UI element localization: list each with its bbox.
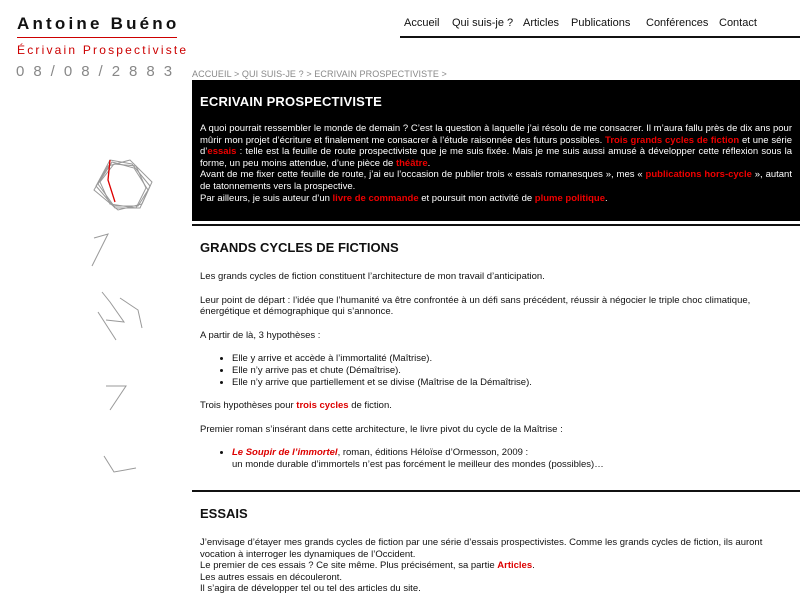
paragraph: Leur point de départ : l’idée que l’humanité va être confrontée à un défi sans précédent, réussir à négocier le triple choc climatique, énergétique et démographique qui s’annonce. bbox=[200, 294, 751, 318]
intro-text: . bbox=[604, 192, 608, 204]
link-theatre[interactable]: théâtre bbox=[395, 157, 428, 169]
paragraph: Il s’agira de développer tel ou tel des articles du site. bbox=[200, 583, 421, 595]
paragraph: A partir de là, 3 hypothèses : bbox=[200, 329, 321, 341]
nav-publications[interactable]: Publications bbox=[571, 17, 631, 29]
paragraph: Premier roman s’insérant dans cette architecture, le livre pivot du cycle de la Maîtrise : bbox=[200, 423, 563, 435]
paragraph-text: . bbox=[532, 560, 535, 572]
breadcrumb[interactable]: ACCUEIL > QUI SUIS-JE ? > ECRIVAIN PROSPECTIVISTE > bbox=[192, 69, 447, 79]
list-item: • Elle y arrive et accède à l’immortalité (Maîtrise). bbox=[232, 353, 792, 365]
list-item bbox=[232, 447, 792, 470]
section-title: GRANDS CYCLES DE FICTIONS bbox=[200, 240, 399, 255]
link-plume-politique[interactable]: plume politique bbox=[534, 192, 605, 204]
brand-subtitle: Écrivain Prospectiviste bbox=[17, 43, 189, 57]
link-essais[interactable]: essais bbox=[207, 146, 237, 158]
nav-conferences[interactable]: Conférences bbox=[646, 17, 709, 29]
link-trois-cycles[interactable]: trois cycles bbox=[296, 400, 349, 412]
paragraph bbox=[200, 400, 792, 412]
decorative-hexagon-art bbox=[80, 150, 170, 490]
section-title: ESSAIS bbox=[200, 506, 248, 521]
section-grands-cycles bbox=[192, 224, 800, 488]
paragraph-text: Trois hypothèses pour bbox=[200, 400, 297, 412]
brand-name[interactable]: Antoine Buéno bbox=[17, 14, 180, 33]
nav-articles[interactable]: Articles bbox=[523, 17, 560, 29]
link-publications-hors-cycle[interactable]: publications hors-cycle bbox=[645, 169, 752, 181]
intro-text: : telle est la feuille de route prospectiviste que je me suis fixée. Mais je me suis aussi amusé à développer cette réflexion sous la forme, un peu moins attendue, d’une pièce de bbox=[200, 146, 792, 169]
book-info: , roman, éditions Héloïse d’Ormesson, 2009 : bbox=[337, 447, 529, 459]
link-trois-grands-cycles[interactable]: Trois grands cycles de fiction bbox=[605, 134, 740, 146]
intro-text: », autant de tatonnements vers la prospective. bbox=[200, 169, 792, 192]
intro-text: A quoi pourrait ressembler le monde de demain ? C’est la question à laquelle j’ai résolu de me consacrer. Il m’aura fallu près de dix ans pour mûrir mon projet d’écriture et finalement me consacrer à l’étude raisonnée des futurs possibles. bbox=[200, 123, 792, 146]
paragraph: J’envisage d’étayer mes grands cycles de fiction par une série d’essais prospectivistes. Comme les grands cycles de fiction, ils auront vocation à interroger les dynamiques de l’Occident. bbox=[200, 537, 763, 560]
nav-contact[interactable]: Contact bbox=[719, 17, 757, 29]
nav-qui-suis-je[interactable]: Qui suis-je ? bbox=[452, 17, 514, 29]
nav-accueil[interactable]: Accueil bbox=[404, 17, 440, 29]
intro-box bbox=[192, 80, 800, 221]
main-nav bbox=[400, 0, 800, 38]
book-list bbox=[232, 447, 792, 470]
paragraph: Les autres essais en découleront. bbox=[200, 571, 343, 583]
intro-text: et poursuit mon activité de bbox=[418, 192, 535, 204]
intro-paragraph bbox=[200, 123, 792, 204]
hypotheses-list bbox=[232, 353, 792, 388]
intro-text: et une série d’ bbox=[200, 134, 792, 158]
list-item: • Elle n’y arrive que partiellement et se divise (Maîtrise de la Démaîtrise). bbox=[232, 377, 792, 389]
link-articles[interactable]: Articles bbox=[497, 560, 533, 572]
intro-title: ECRIVAIN PROSPECTIVISTE bbox=[200, 94, 383, 109]
book-description: un monde durable d’immortels n’est pas forcément le meilleur des mondes (possibles)… bbox=[232, 458, 604, 470]
paragraph-text: de fiction. bbox=[348, 400, 392, 412]
link-livre-de-commande[interactable]: livre de commande bbox=[332, 192, 419, 204]
brand-date: 08/08/2883 bbox=[16, 63, 182, 80]
paragraph-text: Le premier de ces essais ? Ce site même. Plus précisément, sa partie bbox=[200, 560, 498, 572]
brand-divider bbox=[17, 37, 177, 38]
intro-text: Par ailleurs, je suis auteur d’un bbox=[200, 192, 333, 204]
section-essais bbox=[192, 490, 800, 600]
paragraph: Les grands cycles de fiction constituent l’architecture de mon travail d’anticipation. bbox=[200, 271, 545, 282]
intro-text: Avant de me fixer cette feuille de route, j’ai eu l’occasion de publier trois « essais romanesques », mes « bbox=[200, 169, 646, 181]
list-item: • Elle n’y arrive pas et chute (Démaîtrise). bbox=[232, 365, 792, 377]
link-soupir-immortel[interactable]: Le Soupir de l’immortel bbox=[232, 447, 338, 459]
paragraph bbox=[200, 560, 792, 572]
intro-text: . bbox=[427, 157, 431, 169]
